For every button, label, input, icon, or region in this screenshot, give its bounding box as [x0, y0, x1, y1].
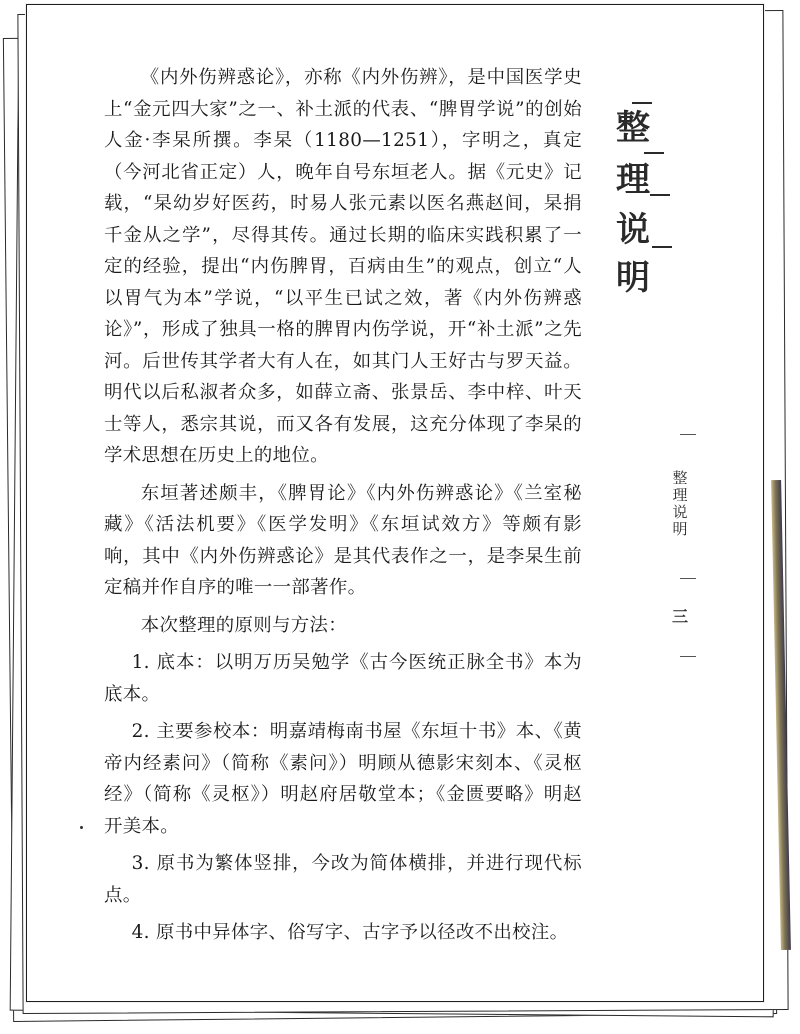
running-head: 整理说明 [672, 469, 688, 538]
list-item: 1. 底本：以明万历吴勉学《古今医统正脉全书》本为底本。 [104, 652, 582, 705]
margin-rule [680, 578, 696, 579]
title-rule [632, 102, 652, 104]
title-char: 整 [616, 108, 650, 148]
list-item: 2. 主要参校本：明嘉靖梅南书屋《东垣十书》本、《黄帝内经素问》（简称《素问》）明顾从德影宋刻本、《灵枢经》（简称《灵枢》）明赵府居敬堂本；《金匮要略》明赵开美本。 [104, 721, 582, 837]
title-char: 理 [616, 160, 650, 200]
paragraph-intro: 《内外伤辨惑论》，亦称《内外伤辨》，是中国医学史上“金元四大家”之一、补土派的代表、“脾胃学说”的创始人金·李杲所撰。李杲（1180—1251），字明之，真定（今河北省正定）人，晚年自号东垣老人。据《元史》记载，“杲幼岁好医药，时易人张元素以医名燕赵间，杲捐千金从之学”，尽得其传。通过长期的临床实践积累了一定的经验，提出“内伤脾胃，百病由生”的观点，创立“人以胃气为本”学说，“以平生已试之效，著《内外伤辨惑论》”，形成了独具一格的脾胃内伤学说，开“补土派”之先河。后世传其学者大有人在，如其门人王好古与罗天益。明代以后私淑者众多，如薛立斋、张景岳、李中梓、叶天士等人，悉宗其说，而又各有发展，这充分体现了李杲的学术思想在历史上的地位。 [104, 67, 582, 466]
margin-rule [680, 434, 696, 435]
paragraph-works: 东垣著述颇丰，《脾胃论》《内外伤辨惑论》《兰室秘藏》《活法机要》《医学发明》《东垣试效方》等颇有影响，其中《内外伤辨惑论》是其代表作之一，是李杲生前定稿并作自序的唯一一部著作。 [104, 482, 582, 598]
page-title [608, 96, 668, 306]
paper-speck [80, 826, 83, 829]
paragraph-principles-heading: 本次整理的原则与方法： [140, 614, 347, 636]
list-item: 3. 原书为繁体竖排，今改为简体横排，并进行现代标点。 [104, 853, 582, 906]
margin-rule [680, 656, 696, 657]
title-char: 明 [616, 258, 650, 298]
title-rule [650, 194, 670, 196]
page-number: 三 [672, 607, 689, 626]
title-char: 说 [616, 210, 650, 250]
title-rule [644, 152, 664, 154]
body-text [104, 62, 582, 949]
title-rule [652, 246, 672, 248]
list-item: 4. 原书中异体字、俗写字、古字予以径改不出校注。 [131, 922, 569, 943]
